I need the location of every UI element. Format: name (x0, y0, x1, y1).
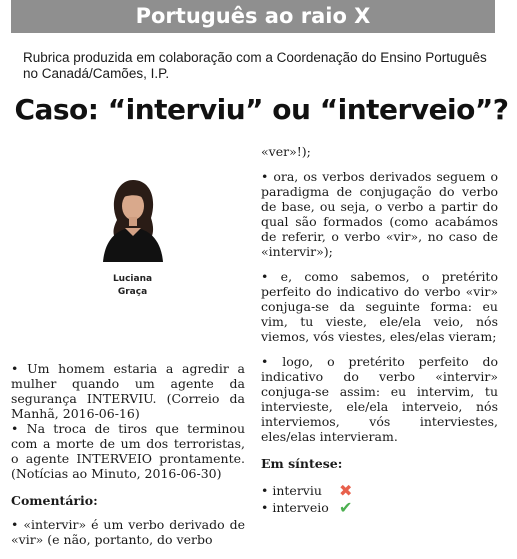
summary-label: • interveio (261, 500, 329, 515)
summary-row-wrong (261, 482, 498, 499)
example-quote: • Na troca de tiros que terminou com a morte de um dos terroristas, o agente INTERVEIO prontamente. (Notícias ao Minuto, 2016-06-30) (11, 421, 245, 481)
author-name: Luciana Graça (112, 274, 153, 297)
comment-item: • «intervir» é um verbo derivado de «vir» (e não, portanto, do verbo (11, 517, 245, 547)
author-block (95, 140, 170, 299)
summary-list (261, 482, 498, 516)
comment-item: • e, como sabemos, o pretérito perfeito do indicativo do verbo «vir» conjuga-se da seguinte forma: eu vim, tu vieste, ele/ela veio, nós viemos, vós viestes, eles/elas vieram; (261, 269, 498, 344)
summary-heading: Em síntese: (261, 456, 343, 471)
comment-continuation: «ver»!); (261, 144, 311, 159)
summary-label: • interviu (261, 483, 322, 498)
cross-icon: ✖ (339, 481, 353, 500)
check-icon: ✔ (339, 498, 353, 517)
comment-heading: Comentário: (11, 493, 98, 508)
author-photo (95, 172, 170, 262)
article-headline: Caso: “interviu” ou “interveio”? (14, 93, 509, 126)
right-column (261, 144, 498, 516)
comment-item: • ora, os verbos derivados seguem o paradigma de conjugação do verbo de base, ou seja, o verbo a partir do qual são formados (como acabámos de referir, o verbo «vir», no caso de «intervir»); (261, 169, 498, 259)
comment-item: • logo, o pretérito perfeito do indicativo do verbo «intervir» conjuga-se assim: eu intervim, tu intervieste, ele/ela interveio, nós interviemos, vós interviestes, eles/elas intervieram. (261, 354, 498, 444)
intro-text: Rubrica produzida em colaboração com a Coordenação do Ensino Português no Canadá/Camões, I.P. (23, 50, 487, 81)
left-column (11, 140, 245, 547)
summary-row-correct (261, 499, 498, 516)
example-quote: • Um homem estaria a agredir a mulher quando um agente da segurança INTERVIU. (Correio da Manhã, 2016-06-16) (11, 361, 245, 421)
section-banner: Português ao raio X (11, 0, 495, 33)
